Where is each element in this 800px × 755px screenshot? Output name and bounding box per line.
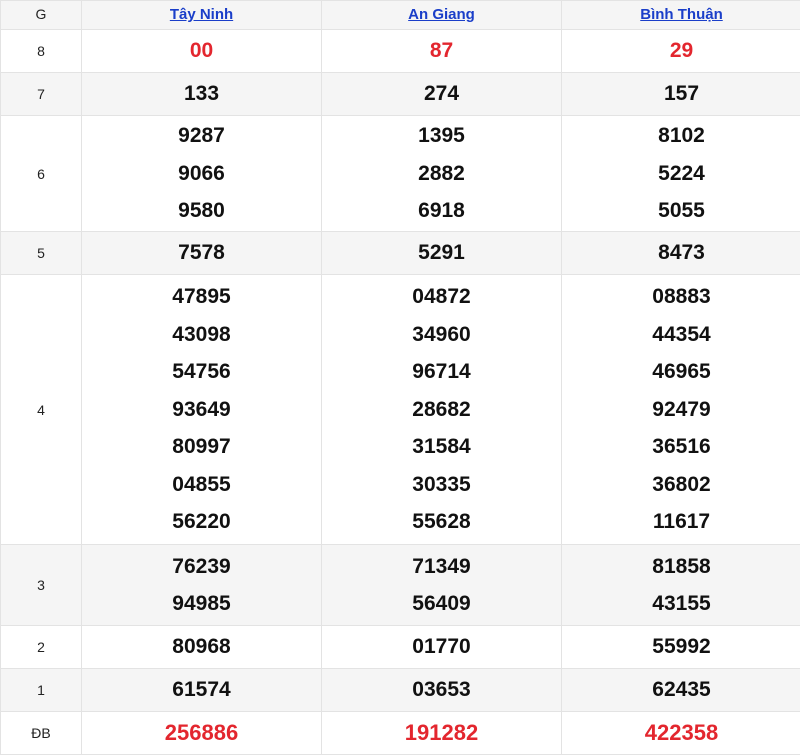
- prize-label: 4: [1, 275, 82, 545]
- result-number: 87: [322, 30, 561, 72]
- province-header: [82, 1, 322, 30]
- result-number: 6918: [322, 192, 561, 230]
- result-cell: [82, 712, 322, 755]
- result-number: 46965: [562, 353, 800, 391]
- result-number: 1395: [322, 117, 561, 155]
- result-number: 5055: [562, 192, 800, 230]
- result-number: 61574: [82, 669, 321, 711]
- result-cell: [562, 116, 800, 232]
- result-cell: [82, 669, 322, 712]
- result-cell: [322, 545, 562, 626]
- result-number: 8102: [562, 117, 800, 155]
- result-number: 8473: [562, 232, 800, 274]
- result-number: 92479: [562, 391, 800, 429]
- prize-label: 5: [1, 232, 82, 275]
- result-cell: [322, 626, 562, 669]
- result-number: 274: [322, 73, 561, 115]
- province-link-binh-thuan[interactable]: Bình Thuận: [640, 6, 723, 23]
- result-number: 9287: [82, 117, 321, 155]
- result-number: 133: [82, 73, 321, 115]
- result-number: 04855: [82, 466, 321, 504]
- result-number: 29: [562, 30, 800, 72]
- special-result-number: 256886: [82, 712, 321, 754]
- result-number: 80968: [82, 626, 321, 668]
- result-number: 7578: [82, 232, 321, 274]
- result-number: 00: [82, 30, 321, 72]
- result-cell: [562, 30, 800, 73]
- result-number: 62435: [562, 669, 800, 711]
- result-number: 36516: [562, 428, 800, 466]
- result-number: 56220: [82, 503, 321, 541]
- special-result-number: 191282: [322, 712, 561, 754]
- prize-row-4: [1, 275, 800, 545]
- result-number: 93649: [82, 391, 321, 429]
- prize-column-header: [1, 1, 82, 30]
- result-number: 157: [562, 73, 800, 115]
- result-cell: [82, 275, 322, 545]
- result-number: 44354: [562, 316, 800, 354]
- result-cell: [322, 232, 562, 275]
- prize-label: 2: [1, 626, 82, 669]
- result-number: 11617: [562, 503, 800, 541]
- result-cell: [322, 73, 562, 116]
- result-cell: [322, 116, 562, 232]
- prize-row-7: [1, 73, 800, 116]
- prize-label: 1: [1, 669, 82, 712]
- result-number: 96714: [322, 353, 561, 391]
- prize-row-6: [1, 116, 800, 232]
- result-number: 2882: [322, 155, 561, 193]
- result-number: 28682: [322, 391, 561, 429]
- result-cell: [562, 545, 800, 626]
- special-result-number: 422358: [562, 712, 800, 754]
- result-cell: [322, 712, 562, 755]
- result-cell: [82, 73, 322, 116]
- prize-label: 3: [1, 545, 82, 626]
- header-row: [1, 1, 800, 30]
- province-link-tay-ninh[interactable]: Tây Ninh: [170, 6, 233, 23]
- result-number: 01770: [322, 626, 561, 668]
- result-number: 55628: [322, 503, 561, 541]
- prize-row-3: [1, 545, 800, 626]
- result-number: 76239: [82, 548, 321, 586]
- result-cell: [82, 626, 322, 669]
- result-number: 43098: [82, 316, 321, 354]
- prize-label: 6: [1, 116, 82, 232]
- result-cell: [322, 275, 562, 545]
- province-header: [322, 1, 562, 30]
- prize-label: 7: [1, 73, 82, 116]
- result-number: 94985: [82, 585, 321, 623]
- result-number: 81858: [562, 548, 800, 586]
- result-number: 5224: [562, 155, 800, 193]
- result-number: 31584: [322, 428, 561, 466]
- result-number: 71349: [322, 548, 561, 586]
- result-number: 9580: [82, 192, 321, 230]
- prize-label: 8: [1, 30, 82, 73]
- result-cell: [562, 232, 800, 275]
- province-header: [562, 1, 800, 30]
- result-cell: [322, 30, 562, 73]
- prize-row-1: [1, 669, 800, 712]
- result-number: 04872: [322, 278, 561, 316]
- prize-row-special: [1, 712, 800, 755]
- result-number: 54756: [82, 353, 321, 391]
- prize-column-label: G: [36, 6, 47, 22]
- result-number: 43155: [562, 585, 800, 623]
- result-number: 30335: [322, 466, 561, 504]
- result-cell: [562, 712, 800, 755]
- result-cell: [562, 73, 800, 116]
- result-cell: [562, 669, 800, 712]
- result-number: 34960: [322, 316, 561, 354]
- result-number: 9066: [82, 155, 321, 193]
- result-cell: [82, 545, 322, 626]
- result-number: 47895: [82, 278, 321, 316]
- result-cell: [82, 30, 322, 73]
- result-number: 80997: [82, 428, 321, 466]
- result-number: 03653: [322, 669, 561, 711]
- result-number: 56409: [322, 585, 561, 623]
- prize-row-8: [1, 30, 800, 73]
- result-cell: [562, 626, 800, 669]
- prize-row-2: [1, 626, 800, 669]
- result-cell: [82, 116, 322, 232]
- prize-row-5: [1, 232, 800, 275]
- result-cell: [562, 275, 800, 545]
- result-number: 5291: [322, 232, 561, 274]
- result-cell: [322, 669, 562, 712]
- prize-label: ĐB: [1, 712, 82, 755]
- result-number: 08883: [562, 278, 800, 316]
- result-number: 36802: [562, 466, 800, 504]
- result-cell: [82, 232, 322, 275]
- province-link-an-giang[interactable]: An Giang: [408, 6, 475, 23]
- result-number: 55992: [562, 626, 800, 668]
